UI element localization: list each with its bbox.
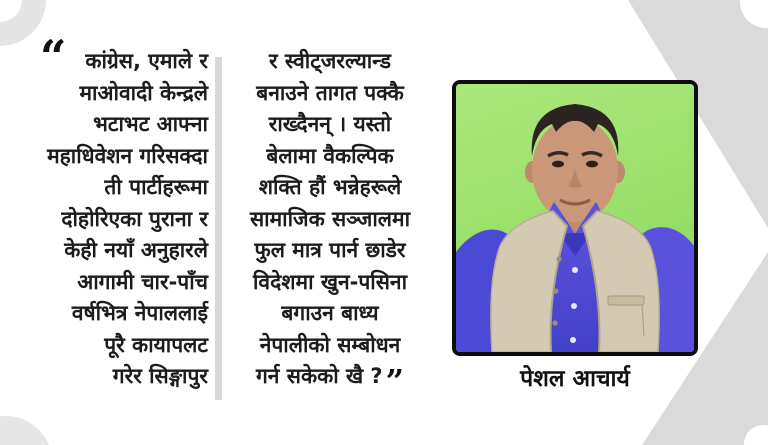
bottom-left-blob-shape <box>0 416 52 445</box>
quote-last-line-text: गर्न सकेको खै ? <box>255 364 383 388</box>
quote-right-column <box>229 46 431 400</box>
shirt-button <box>571 303 577 309</box>
quote-line: ती पार्टीहरूमा <box>104 175 208 199</box>
quote-line: बनाउने तागत पक्कै <box>256 80 404 105</box>
vest-pocket <box>608 296 644 305</box>
quote-line: दोहोरिएका पुराना र <box>61 206 208 231</box>
column-divider <box>215 57 222 400</box>
quote-line: भटाभट आफ्ना <box>93 112 208 136</box>
quote-line: राख्दैनन् । यस्तो <box>268 112 392 136</box>
quote-line: गरेर सिङ्गापुर <box>112 364 208 388</box>
quote-line: महाधिवेशन गरिसक्दा <box>47 143 208 168</box>
quote-line: सामाजिक सञ्जालमा <box>249 206 411 231</box>
quote-line: पूरै कायापलट <box>104 332 208 357</box>
open-quote-mark: “ <box>40 30 67 84</box>
photo-caption: पेशल आचार्य <box>520 366 630 392</box>
vest-button <box>556 256 561 261</box>
quote-left-column <box>40 30 208 393</box>
quote-line: बगाउन बाध्य <box>281 301 379 325</box>
portrait-photo <box>452 80 698 356</box>
shirt-button <box>570 337 576 343</box>
vest-button <box>553 288 558 293</box>
eye-left <box>552 161 564 168</box>
quote-line: वर्षभित्र नेपाललाई <box>71 301 208 325</box>
quote-line: बेलामा वैकल्पिक <box>266 143 394 168</box>
portrait-illustration <box>456 84 694 352</box>
quote-line: आगामी चार-पाँच <box>77 269 208 294</box>
quote-line: र स्वीट्जरल्यान्ड <box>269 49 391 73</box>
quote-line: केही नयाँ अनुहारले <box>64 238 208 262</box>
quote-line: नेपालीको सम्बोधन <box>259 332 401 357</box>
quote-line: शक्ति हौं भन्नेहरूले <box>258 175 402 199</box>
top-left-arc-shape <box>0 0 34 34</box>
close-quote-mark: ” <box>385 362 405 400</box>
vest-button <box>552 320 557 325</box>
quote-line <box>229 361 431 400</box>
quote-line: माओवादी केन्द्रले <box>79 80 208 105</box>
quote-line: विदेशमा खुन-पसिना <box>252 269 408 294</box>
quote-line: कांग्रेस, एमाले र <box>85 49 208 73</box>
shirt-button <box>572 267 578 273</box>
eye-right <box>586 161 598 168</box>
quote-line: फुल मात्र पार्न छाडेर <box>254 238 406 262</box>
